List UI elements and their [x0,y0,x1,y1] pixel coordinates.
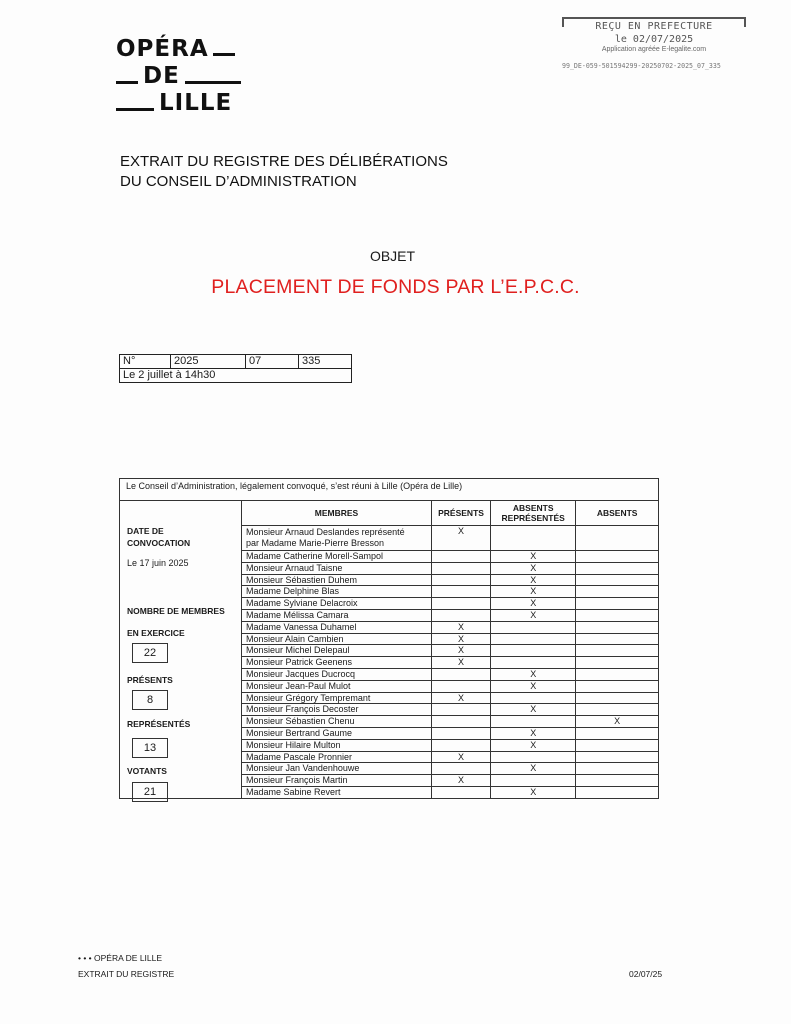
en-exercice-label: EN EXERCICE [127,628,185,638]
present-mark: X [431,645,490,657]
stamp-title: REÇU EN PREFECTURE [595,21,713,32]
present-mark: X [431,526,490,551]
present-mark [431,763,490,775]
register-title-line-2: DU CONSEIL D’ADMINISTRATION [120,173,357,190]
represented-mark: X [491,562,576,574]
opera-de-lille-logo [116,36,246,117]
table-row [242,645,658,657]
deliberation-month: 07 [246,355,299,369]
table-row [242,727,658,739]
present-mark [431,668,490,680]
present-mark [431,680,490,692]
represented-mark: X [491,739,576,751]
representes-count: 13 [132,738,168,758]
table-row [242,633,658,645]
absent-mark [576,609,658,621]
member-name: Monsieur Arnaud Taisne [242,562,431,574]
present-mark: X [431,751,490,763]
present-mark [431,716,490,728]
member-name: Monsieur Sébastien Duhem [242,574,431,586]
represented-mark [491,692,576,704]
represented-mark: X [491,598,576,610]
convocation-label-1: DATE DE [127,526,164,536]
deliberation-number: 335 [299,355,352,369]
member-name: Monsieur Hilaire Multon [242,739,431,751]
absent-mark [576,621,658,633]
represented-mark: X [491,586,576,598]
member-name: Monsieur Patrick Geenens [242,657,431,669]
votants-count: 21 [132,782,168,802]
represented-mark: X [491,551,576,563]
board-intro: Le Conseil d’Administration, légalement convoqué, s’est réuni à Lille (Opéra de Lille) [120,479,658,501]
member-name: Monsieur François Decoster [242,704,431,716]
table-row [242,551,658,563]
table-row [242,763,658,775]
represented-mark: X [491,680,576,692]
table-row [242,621,658,633]
represented-mark [491,716,576,728]
objet-title: PLACEMENT DE FONDS PAR L’E.P.C.C. [211,276,580,298]
table-row [242,526,658,551]
table-row [242,739,658,751]
present-mark [431,562,490,574]
present-mark [431,574,490,586]
header-presents: PRÉSENTS [431,501,490,526]
member-name: Madame Vanessa Duhamel [242,621,431,633]
present-mark: X [431,633,490,645]
member-name: Madame Pascale Pronnier [242,751,431,763]
present-mark [431,586,490,598]
represented-mark: X [491,704,576,716]
members-count-label: NOMBRE DE MEMBRES [127,606,225,616]
absent-mark [576,586,658,598]
represented-mark [491,526,576,551]
logo-word-opera: OPÉRA [116,36,209,62]
register-title [120,152,448,192]
present-mark: X [431,775,490,787]
table-row [242,609,658,621]
absent-mark [576,562,658,574]
absent-mark [576,633,658,645]
convocation-date: Le 17 juin 2025 [127,558,189,568]
table-row [242,598,658,610]
stamp-date: le 02/07/2025 [614,34,694,45]
member-name [242,526,431,551]
votants-label: VOTANTS [127,766,167,776]
prefecture-stamp [562,17,746,53]
absent-mark [576,551,658,563]
table-row [242,668,658,680]
header-membres: MEMBRES [242,501,431,526]
table-row [242,775,658,787]
convocation-label [127,525,190,549]
summary-column [120,501,242,798]
member-name: Madame Sylviane Delacroix [242,598,431,610]
member-name: Madame Sabine Revert [242,786,431,797]
table-row [242,574,658,586]
logo-bar [213,53,235,56]
logo-bar [185,81,241,84]
present-mark [431,786,490,797]
member-name: Monsieur Bertrand Gaume [242,727,431,739]
logo-word-de: DE [143,63,180,89]
absent-mark [576,680,658,692]
deliberation-date: Le 2 juillet à 14h30 [120,369,352,383]
deliberation-year: 2025 [171,355,246,369]
present-mark: X [431,692,490,704]
member-name: Monsieur Michel Delepaul [242,645,431,657]
presents-count: 8 [132,690,168,710]
footer-brand: • • • OPÉRA DE LILLE [78,953,163,963]
first-member-line-2: par Madame Marie-Pierre Bresson [246,538,385,548]
absent-mark [576,574,658,586]
stamp-app: Application agréée E-legalite.com [601,46,707,53]
absent-mark [576,668,658,680]
deliberation-number-box [119,354,352,383]
represented-mark: X [491,786,576,797]
header-absents-rep-2: REPRÉSENTÉS [501,513,565,523]
member-name: Monsieur Jacques Ducrocq [242,668,431,680]
members-table [242,501,658,798]
member-name: Monsieur Grégory Tempremant [242,692,431,704]
present-mark [431,551,490,563]
absent-mark [576,727,658,739]
table-row [242,692,658,704]
table-row [242,786,658,797]
objet-label [0,248,791,264]
attendance-table [119,478,659,799]
member-name: Madame Mélissa Camara [242,609,431,621]
header-absents-rep-1: ABSENTS [512,503,554,513]
objet-label-text: OBJET [369,248,416,264]
present-mark [431,704,490,716]
absent-mark [576,692,658,704]
logo-bar [116,108,154,111]
table-row [242,680,658,692]
present-mark [431,739,490,751]
table-row [242,704,658,716]
present-mark [431,598,490,610]
representes-label: REPRÉSENTÉS [127,719,191,729]
represented-mark [491,633,576,645]
present-mark [431,609,490,621]
represented-mark: X [491,609,576,621]
represented-mark [491,657,576,669]
logo-bar [116,81,138,84]
represented-mark [491,645,576,657]
absent-mark [576,763,658,775]
absent-mark: X [576,716,658,728]
logo-word-lille: LILLE [159,90,233,116]
footer-register: EXTRAIT DU REGISTRE [78,969,175,979]
represented-mark: X [491,727,576,739]
absent-mark [576,739,658,751]
represented-mark: X [491,668,576,680]
header-absents-representes [491,501,576,526]
table-row [242,586,658,598]
convocation-label-2: CONVOCATION [127,538,191,548]
header-absents: ABSENTS [576,501,658,526]
table-row [242,562,658,574]
no-label: N° [120,355,171,369]
member-name: Madame Catherine Morell-Sampol [242,551,431,563]
member-name: Monsieur Alain Cambien [242,633,431,645]
table-row [242,657,658,669]
table-row [242,716,658,728]
represented-mark: X [491,574,576,586]
first-member-line-1: Monsieur Arnaud Deslandes représenté [246,527,405,537]
stamp-reference: 99_DE-059-501594299-20250702-2025_07_335 [562,62,721,70]
member-name: Monsieur François Martin [242,775,431,787]
absent-mark [576,786,658,797]
absent-mark [576,751,658,763]
member-name: Madame Delphine Blas [242,586,431,598]
register-title-line-1: EXTRAIT DU REGISTRE DES DÉLIBÉRATIONS [120,153,448,170]
present-mark: X [431,657,490,669]
represented-mark [491,621,576,633]
en-exercice-count: 22 [132,643,168,663]
absent-mark [576,526,658,551]
present-mark: X [431,621,490,633]
absent-mark [576,657,658,669]
absent-mark [576,775,658,787]
absent-mark [576,645,658,657]
represented-mark: X [491,763,576,775]
member-name: Monsieur Jean-Paul Mulot [242,680,431,692]
represented-mark [491,775,576,787]
absent-mark [576,598,658,610]
member-name: Monsieur Sébastien Chenu [242,716,431,728]
member-name: Monsieur Jan Vandenhouwe [242,763,431,775]
absent-mark [576,704,658,716]
table-row [242,751,658,763]
presents-label: PRÉSENTS [127,675,173,685]
stamp-frame [562,17,746,53]
footer-date: 02/07/25 [629,969,663,979]
present-mark [431,727,490,739]
represented-mark [491,751,576,763]
